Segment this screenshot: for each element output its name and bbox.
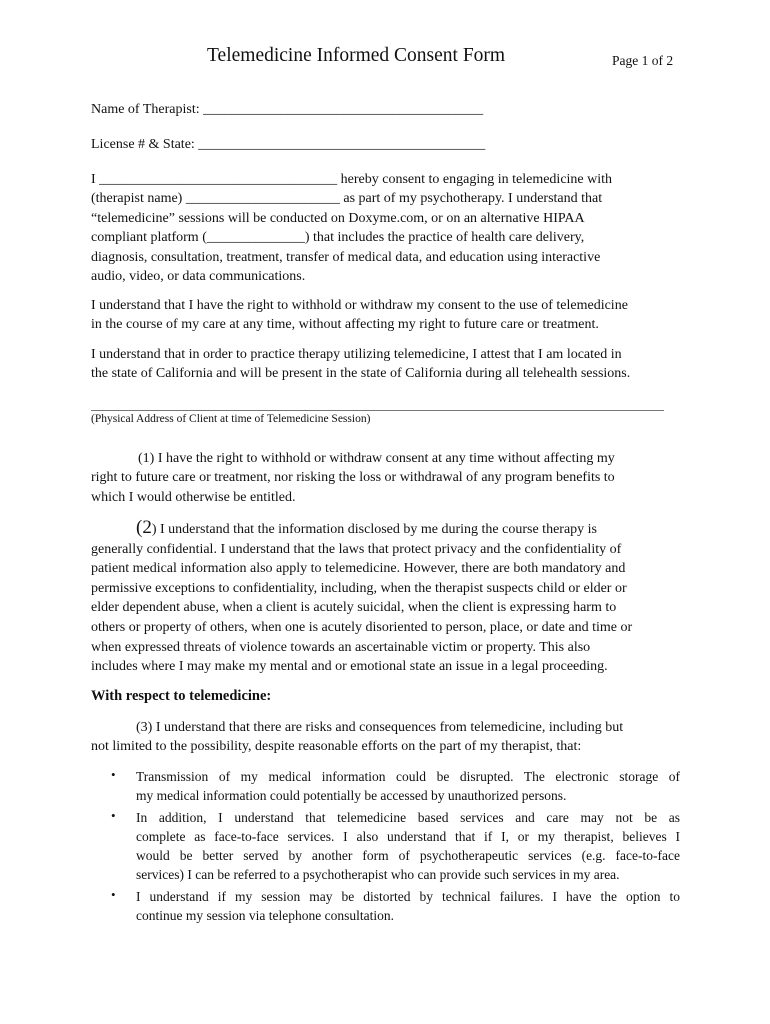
license-state-field: License # & State: _________________________________________ bbox=[91, 137, 486, 152]
item-2-line: when expressed threats of violence towards an ascertainable victim or property. This also bbox=[91, 639, 591, 655]
item-1-line: which I would otherwise be entitled. bbox=[91, 489, 296, 505]
location-line: the state of California and will be present in the state of California during all telehealth sessions. bbox=[91, 366, 631, 382]
item-2-first-line bbox=[91, 518, 679, 540]
address-signature-line bbox=[91, 410, 664, 411]
item-2-first-line-text: ) I understand that the information disclosed by me during the course therapy is bbox=[151, 522, 597, 537]
item-2-line: permissive exceptions to confidentiality, including, when the therapist suspects child or elder or bbox=[91, 580, 627, 596]
therapist-name-field: Name of Therapist: ________________________________________ bbox=[91, 102, 484, 117]
withhold-line: I understand that I have the right to withhold or withdraw my consent to the use of telemedicine bbox=[91, 298, 628, 313]
item-2-line: patient medical information also apply to telemedicine. However, there are both mandatory and bbox=[91, 561, 626, 577]
item-2-line: includes where I may make my mental and or emotional state an issue in a legal proceeding. bbox=[91, 659, 608, 675]
bullet-item bbox=[136, 767, 680, 805]
location-paragraph bbox=[91, 345, 679, 384]
item-1-paragraph bbox=[91, 449, 679, 507]
item-2-line: generally confidential. I understand that the laws that protect privacy and the confidentiality of bbox=[91, 541, 622, 557]
withhold-line: in the course of my care at any time, without affecting my right to future care or treatment. bbox=[91, 317, 599, 333]
item-2-paragraph bbox=[91, 518, 679, 677]
bullet-line: would be better served by another form of psychotherapeutic services (e.g. face-to-face bbox=[136, 848, 680, 863]
location-line: I understand that in order to practice therapy utilizing telemedicine, I attest that I am located in bbox=[91, 347, 622, 362]
bullet-line: my medical information could potentially be accessed by unauthorized persons. bbox=[136, 788, 567, 803]
bullet-line: continue my session via telephone consultation. bbox=[136, 908, 394, 923]
page-number: Page 1 of 2 bbox=[612, 53, 674, 68]
consent-intro-line: audio, video, or data communications. bbox=[91, 269, 306, 285]
bullet-icon: • bbox=[111, 887, 116, 902]
consent-intro-line: I __________________________________ hereby consent to engaging in telemedicine with bbox=[91, 172, 613, 187]
bullet-icon: • bbox=[111, 767, 116, 782]
address-caption: (Physical Address of Client at time of Telemedicine Session) bbox=[91, 413, 371, 425]
bullet-item bbox=[136, 808, 680, 884]
consent-intro-line: diagnosis, consultation, treatment, transfer of medical data, and education using interactive bbox=[91, 249, 601, 265]
bullet-line: In addition, I understand that telemedicine based services and care may not be as bbox=[136, 810, 680, 825]
bullet-line: Transmission of my medical information could be disrupted. The electronic storage of bbox=[136, 769, 680, 784]
item-1-line: (1) I have the right to withhold or withdraw consent at any time without affecting my bbox=[138, 451, 615, 466]
consent-intro-line: “telemedicine” sessions will be conducted on Doxyme.com, or on an alternative HIPAA bbox=[91, 210, 585, 226]
consent-intro-paragraph bbox=[91, 170, 679, 286]
item-2-number: (2 bbox=[136, 517, 152, 538]
telemedicine-heading: With respect to telemedicine: bbox=[91, 688, 272, 704]
item-2-line: others or property of others, when one is acutely disoriented to person, place, or date and time or bbox=[91, 619, 633, 635]
bullet-icon: • bbox=[111, 808, 116, 823]
bullet-line: services) I can be referred to a psychotherapist who can provide such services in my area. bbox=[136, 867, 620, 882]
form-title: Telemedicine Informed Consent Form bbox=[207, 45, 506, 66]
bullet-line: I understand if my session may be distorted by technical failures. I have the option to bbox=[136, 889, 680, 904]
consent-intro-line: compliant platform (______________) that includes the practice of health care delivery, bbox=[91, 230, 585, 246]
item-3-line: not limited to the possibility, despite reasonable efforts on the part of my therapist, that: bbox=[91, 739, 582, 755]
item-2-line: elder dependent abuse, when a client is acutely suicidal, when the client is expressing harm to bbox=[91, 600, 617, 616]
bullet-item bbox=[136, 887, 680, 925]
item-3-paragraph bbox=[91, 718, 679, 757]
withhold-paragraph bbox=[91, 296, 681, 335]
consent-intro-line: (therapist name) ______________________ as part of my psychotherapy. I understand that bbox=[91, 191, 603, 207]
item-1-line: right to future care or treatment, nor risking the loss or withdrawal of any program benefits to bbox=[91, 470, 615, 486]
item-3-line: (3) I understand that there are risks and consequences from telemedicine, including but bbox=[136, 720, 624, 735]
bullet-line: complete as face-to-face services. I also understand that if I, or my therapist, believes I bbox=[136, 829, 680, 844]
